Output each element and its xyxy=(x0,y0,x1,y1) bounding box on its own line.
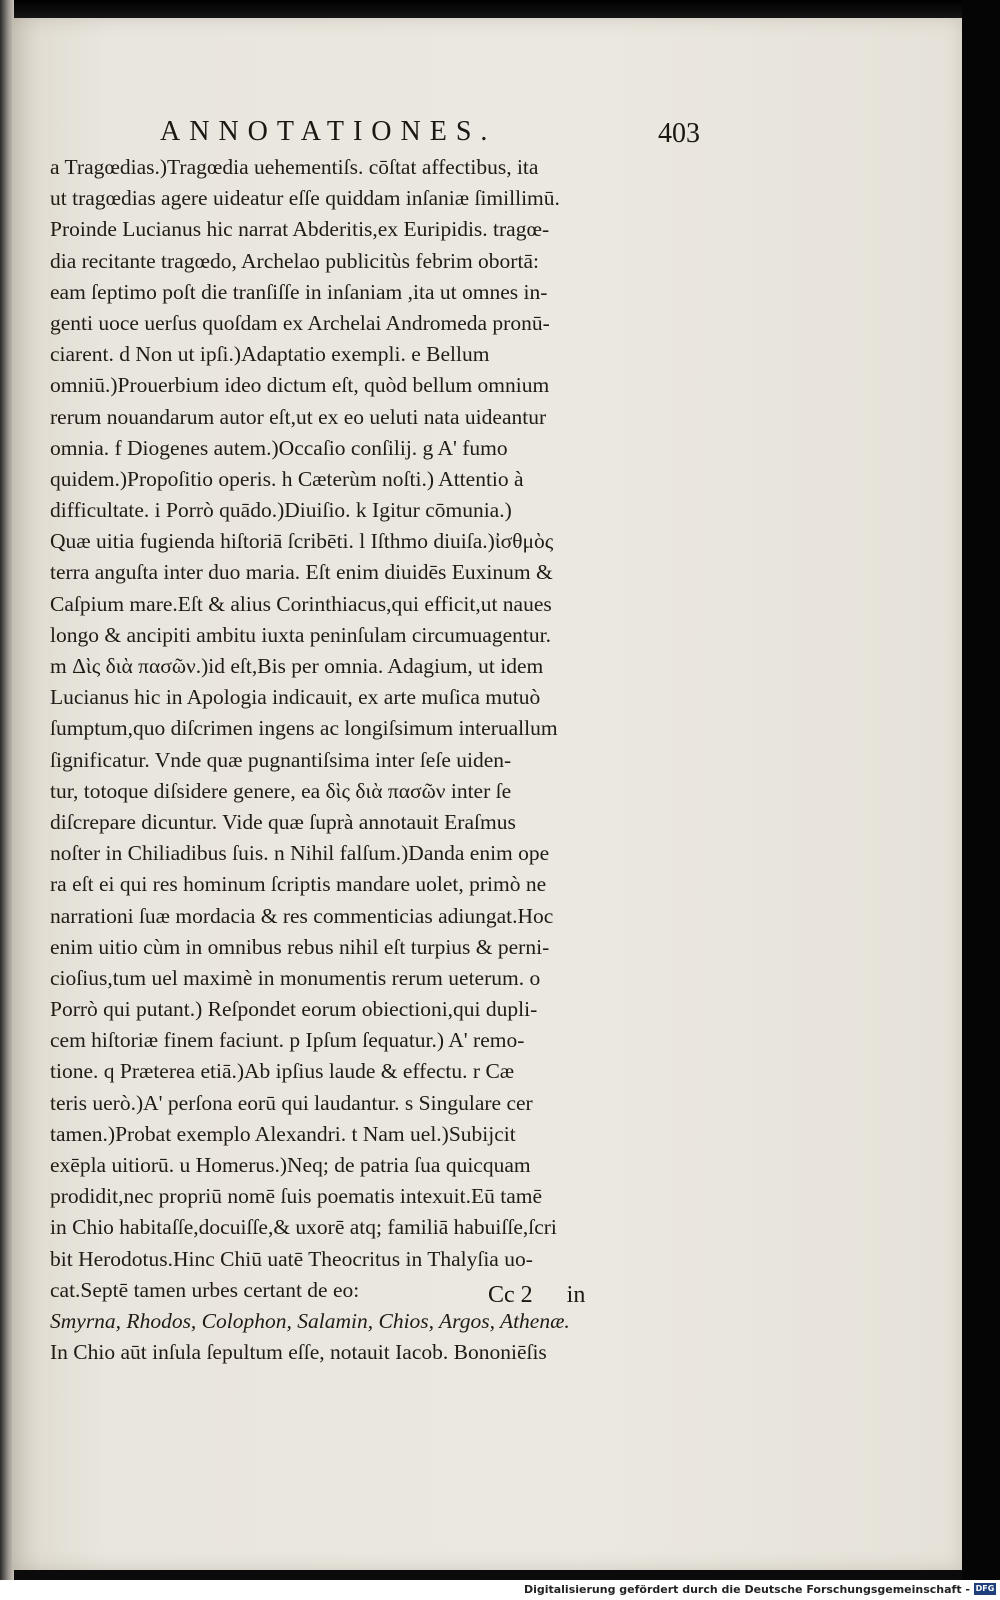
text-line: ut tragœdias agere uideatur eſſe quiddam inſaniæ ſimillimū. xyxy=(50,186,560,211)
text-line: terra anguſta inter duo maria. Eſt enim diuidēs Euxinum & xyxy=(50,560,553,585)
text-line: genti uoce uerſus quoſdam ex Archelai Andromeda pronū- xyxy=(50,310,550,335)
text-line: ciarent. d Non ut ipſi.)Adaptatio exempli. e Bellum xyxy=(50,342,490,367)
verse-line-seven-cities: Smyrna, Rhodos, Colophon, Salamin, Chios, Argos, Athenæ. xyxy=(50,1308,570,1333)
text-line: cem hiſtoriæ finem faciunt. p Ipſum ſequatur.) A' remo- xyxy=(50,1028,525,1053)
text-line: a Tragœdias.)Tragœdia uehementiſs. cōſtat affectibus, ita xyxy=(50,155,539,179)
text-line: m Δὶς διὰ πασῶν.)id eſt,Bis per omnia. Adagium, ut idem xyxy=(50,654,544,678)
text-line: dia recitante tragœdo, Archelao publicitùs febrim obortā: xyxy=(50,248,539,273)
text-line: exēpla uitiorū. u Homerus.)Neq; de patria ſua quicquam xyxy=(50,1153,531,1177)
text-line: bit Herodotus.Hinc Chiū uatē Theocritus in Thalyſia uo- xyxy=(50,1246,533,1271)
catchword-line xyxy=(488,1282,585,1309)
annotation-text-block xyxy=(50,152,730,1368)
scan-right-border xyxy=(962,0,1000,1600)
text-line: in Chio habitaſſe,docuiſſe,& uxorē atq; familiā habuiſſe,ſcri xyxy=(50,1215,557,1240)
text-line: tamen.)Probat exemplo Alexandri. t Nam uel.)Subijcit xyxy=(50,1121,516,1146)
text-line: prodidit,nec propriū nomē ſuis poematis intexuit.Eū tamē xyxy=(50,1184,543,1209)
text-line: Porrò qui putant.) Reſpondet eorum obiectioni,qui dupli- xyxy=(50,997,538,1022)
text-line: In Chio aūt inſula ſepultum eſſe, notauit Iacob. Bononiēſis xyxy=(50,1340,547,1365)
text-line: eam ſeptimo poſt die tranſiſſe in inſaniam ,ita ut omnes in- xyxy=(50,279,548,304)
text-line: quidem.)Propoſitio operis. h Cæterùm noſti.) Attentio à xyxy=(50,466,524,491)
text-line: noſter in Chiliadibus ſuis. n Nihil falſum.)Danda enim ope xyxy=(50,841,550,866)
text-line: diſcrepare dicuntur. Vide quæ ſuprà annotauit Eraſmus xyxy=(50,809,516,834)
text-line: tur, totoque diſsidere genere, ea δὶς διὰ πασῶν inter ſe xyxy=(50,778,512,803)
dfg-logo-icon: DFG xyxy=(975,1584,995,1593)
text-line: cat.Septē tamen urbes certant de eo: xyxy=(50,1277,360,1302)
signature-mark: Cc 2 xyxy=(488,1282,533,1308)
catchword: in xyxy=(566,1282,586,1308)
text-line: ſumptum,quo diſcrimen ingens ac longiſsimum interuallum xyxy=(50,716,558,741)
text-line: Proinde Lucianus hic narrat Abderitis,ex Euripidis. tragœ- xyxy=(50,217,550,242)
text-line: omnia. f Diogenes autem.)Occaſio conſilij. g A' fumo xyxy=(50,435,508,460)
running-head: ANNOTATIONES. xyxy=(160,116,497,147)
text-line: difficultate. i Porrò quādo.)Diuiſio. k Igitur cōmunia.) xyxy=(50,498,512,523)
text-line: cioſius,tum uel maximè in monumentis rerum ueterum. o xyxy=(50,965,541,990)
text-line: longo & ancipiti ambitu iuxta peninſulam circumuagentur. xyxy=(50,622,551,647)
text-line: narrationi ſuæ mordacia & res commenticias adiungat.Hoc xyxy=(50,903,554,928)
text-line: teris uerò.)A' perſona eorū qui laudantur. s Singulare cer xyxy=(50,1090,533,1115)
text-line: rerum nouandarum autor eſt,ut ex eo ueluti nata uideantur xyxy=(50,404,547,429)
digitization-footer xyxy=(0,1580,1000,1600)
text-line: ſignificatur. Vnde quæ pugnantiſsima inter ſeſe uiden- xyxy=(50,747,512,772)
text-line: Lucianus hic in Apologia indicauit, ex arte muſica mutuò xyxy=(50,685,541,710)
funding-credit: Digitalisierung gefördert durch die Deutsche Forschungsgemeinschaft - xyxy=(523,1583,970,1596)
text-line: ra eſt ei qui res hominum ſcriptis mandare uolet, primò ne xyxy=(50,872,547,897)
text-line: omniū.)Prouerbium ideo dictum eſt, quòd bellum omnium xyxy=(50,373,550,398)
text-line: Quæ uitia fugienda hiſtoriā ſcribēti. l Iſthmo diuiſa.)ἰσθμὸς xyxy=(50,529,554,554)
text-line: enim uitio cùm in omnibus rebus nihil eſt turpius & perni- xyxy=(50,934,550,959)
text-line: tione. q Præterea etiā.)Ab ipſius laude & effectu. r Cæ xyxy=(50,1059,515,1084)
page-number: 403 xyxy=(658,118,700,149)
text-line: Caſpium mare.Eſt & alius Corinthiacus,qui efficit,ut naues xyxy=(50,591,552,616)
